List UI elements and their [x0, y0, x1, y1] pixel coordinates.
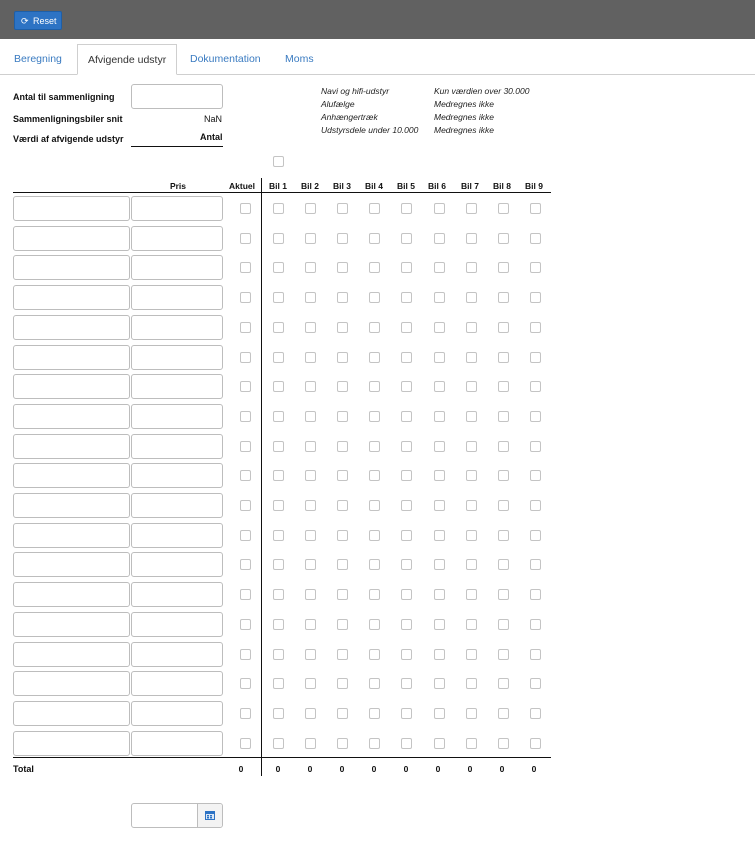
header-bil-8: Bil 8	[493, 181, 511, 191]
row-bil-3-checkbox[interactable]	[337, 530, 348, 541]
row-bil-2-checkbox[interactable]	[305, 678, 316, 689]
row-bil-8-checkbox[interactable]	[498, 292, 509, 303]
row-bil-4-checkbox[interactable]	[369, 262, 380, 273]
row-price-input[interactable]	[131, 434, 223, 459]
row-bil-7-checkbox[interactable]	[466, 559, 477, 570]
row-description-input[interactable]	[13, 642, 130, 667]
row-bil-6-checkbox[interactable]	[434, 411, 445, 422]
row-bil-3-checkbox[interactable]	[337, 381, 348, 392]
row-bil-1-checkbox[interactable]	[273, 708, 284, 719]
row-bil-9-checkbox[interactable]	[530, 203, 541, 214]
row-bil-7-checkbox[interactable]	[466, 470, 477, 481]
row-bil-6-checkbox[interactable]	[434, 203, 445, 214]
row-description-input[interactable]	[13, 582, 130, 607]
header-bil-7: Bil 7	[461, 181, 479, 191]
header-pris: Pris	[169, 181, 187, 191]
total-bil-5: 0	[403, 764, 409, 774]
row-bil-2-checkbox[interactable]	[305, 411, 316, 422]
row-bil-1-checkbox[interactable]	[273, 649, 284, 660]
row-description-input[interactable]	[13, 285, 130, 310]
row-bil-2-checkbox[interactable]	[305, 649, 316, 660]
total-bil-3: 0	[339, 764, 345, 774]
row-aktuel-checkbox[interactable]	[240, 203, 251, 214]
row-description-input[interactable]	[13, 612, 130, 637]
row-bil-6-checkbox[interactable]	[434, 678, 445, 689]
row-bil-1-checkbox[interactable]	[273, 262, 284, 273]
row-bil-9-checkbox[interactable]	[530, 233, 541, 244]
row-bil-7-checkbox[interactable]	[466, 708, 477, 719]
total-aktuel: 0	[238, 764, 244, 774]
row-description-input[interactable]	[13, 493, 130, 518]
row-bil-3-checkbox[interactable]	[337, 500, 348, 511]
row-description-input[interactable]	[13, 404, 130, 429]
row-bil-5-checkbox[interactable]	[401, 500, 412, 511]
row-bil-3-checkbox[interactable]	[337, 322, 348, 333]
row-price-input[interactable]	[131, 523, 223, 548]
vaerdi-label: Værdi af afvigende udstyr	[13, 134, 124, 144]
row-aktuel-checkbox[interactable]	[240, 649, 251, 660]
header-bil-3: Bil 3	[333, 181, 351, 191]
tab-beregning[interactable]: Beregning	[14, 53, 62, 65]
row-bil-9-checkbox[interactable]	[530, 352, 541, 363]
row-bil-3-checkbox[interactable]	[337, 411, 348, 422]
row-bil-4-checkbox[interactable]	[369, 203, 380, 214]
row-bil-8-checkbox[interactable]	[498, 649, 509, 660]
row-bil-6-checkbox[interactable]	[434, 530, 445, 541]
row-bil-2-checkbox[interactable]	[305, 708, 316, 719]
row-bil-2-checkbox[interactable]	[305, 441, 316, 452]
row-bil-1-checkbox[interactable]	[273, 233, 284, 244]
row-bil-8-checkbox[interactable]	[498, 619, 509, 630]
row-bil-7-checkbox[interactable]	[466, 233, 477, 244]
row-bil-1-checkbox[interactable]	[273, 203, 284, 214]
row-bil-6-checkbox[interactable]	[434, 292, 445, 303]
row-description-input[interactable]	[13, 374, 130, 399]
row-aktuel-checkbox[interactable]	[240, 619, 251, 630]
row-bil-7-checkbox[interactable]	[466, 322, 477, 333]
row-price-input[interactable]	[131, 226, 223, 251]
note-udstyrsdele: Udstyrsdele under 10.000	[321, 125, 419, 135]
row-bil-1-checkbox[interactable]	[273, 381, 284, 392]
row-bil-3-checkbox[interactable]	[337, 292, 348, 303]
row-price-input[interactable]	[131, 374, 223, 399]
row-description-input[interactable]	[13, 463, 130, 488]
row-aktuel-checkbox[interactable]	[240, 322, 251, 333]
row-aktuel-checkbox[interactable]	[240, 708, 251, 719]
row-bil-4-checkbox[interactable]	[369, 292, 380, 303]
row-bil-7-checkbox[interactable]	[466, 203, 477, 214]
row-bil-7-checkbox[interactable]	[466, 262, 477, 273]
header-bil-2: Bil 2	[301, 181, 319, 191]
row-bil-3-checkbox[interactable]	[337, 678, 348, 689]
total-bil-9: 0	[531, 764, 537, 774]
row-bil-5-checkbox[interactable]	[401, 233, 412, 244]
row-bil-1-checkbox[interactable]	[273, 678, 284, 689]
header-aktuel: Aktuel	[229, 181, 255, 191]
row-bil-7-checkbox[interactable]	[466, 500, 477, 511]
tab-moms[interactable]: Moms	[285, 53, 314, 65]
calendar-icon	[198, 804, 222, 827]
row-bil-9-checkbox[interactable]	[530, 470, 541, 481]
row-bil-1-checkbox[interactable]	[273, 559, 284, 570]
row-aktuel-checkbox[interactable]	[240, 559, 251, 570]
row-bil-8-checkbox[interactable]	[498, 500, 509, 511]
row-bil-1-checkbox[interactable]	[273, 322, 284, 333]
total-bil-8: 0	[499, 764, 505, 774]
row-bil-3-checkbox[interactable]	[337, 649, 348, 660]
row-price-input[interactable]	[131, 255, 223, 280]
reset-button[interactable]	[14, 11, 62, 30]
row-bil-9-checkbox[interactable]	[530, 559, 541, 570]
row-bil-5-checkbox[interactable]	[401, 619, 412, 630]
row-bil-4-checkbox[interactable]	[369, 352, 380, 363]
note-right-1: Kun værdien over 30.000	[434, 86, 530, 96]
antal-underline	[131, 146, 223, 147]
total-divider	[13, 757, 551, 758]
reset-button-label: Reset	[33, 16, 57, 26]
row-bil-8-checkbox[interactable]	[498, 589, 509, 600]
row-bil-9-checkbox[interactable]	[530, 649, 541, 660]
total-label: Total	[13, 764, 34, 774]
row-bil-8-checkbox[interactable]	[498, 530, 509, 541]
row-aktuel-checkbox[interactable]	[240, 411, 251, 422]
row-bil-9-checkbox[interactable]	[530, 530, 541, 541]
row-price-input[interactable]	[131, 345, 223, 370]
row-bil-7-checkbox[interactable]	[466, 678, 477, 689]
row-bil-9-checkbox[interactable]	[530, 500, 541, 511]
row-price-input[interactable]	[131, 671, 223, 696]
tab-bar	[0, 44, 755, 75]
row-bil-4-checkbox[interactable]	[369, 500, 380, 511]
row-bil-3-checkbox[interactable]	[337, 708, 348, 719]
header-bil-6: Bil 6	[428, 181, 446, 191]
row-price-input[interactable]	[131, 315, 223, 340]
row-bil-5-checkbox[interactable]	[401, 738, 412, 749]
total-bil-6: 0	[435, 764, 441, 774]
note-right-4: Medregnes ikke	[434, 125, 495, 135]
row-bil-7-checkbox[interactable]	[466, 292, 477, 303]
top-toolbar	[0, 0, 755, 39]
row-bil-9-checkbox[interactable]	[530, 262, 541, 273]
row-bil-7-checkbox[interactable]	[466, 381, 477, 392]
row-bil-2-checkbox[interactable]	[305, 292, 316, 303]
row-bil-6-checkbox[interactable]	[434, 441, 445, 452]
snit-label: Sammenligningsbiler snit	[13, 114, 123, 124]
row-price-input[interactable]	[131, 642, 223, 667]
row-aktuel-checkbox[interactable]	[240, 589, 251, 600]
row-bil-6-checkbox[interactable]	[434, 262, 445, 273]
row-bil-2-checkbox[interactable]	[305, 470, 316, 481]
row-aktuel-checkbox[interactable]	[240, 738, 251, 749]
row-bil-1-checkbox[interactable]	[273, 500, 284, 511]
row-bil-6-checkbox[interactable]	[434, 233, 445, 244]
date-input[interactable]	[131, 803, 223, 828]
row-bil-4-checkbox[interactable]	[369, 441, 380, 452]
row-aktuel-checkbox[interactable]	[240, 530, 251, 541]
row-bil-7-checkbox[interactable]	[466, 530, 477, 541]
row-bil-9-checkbox[interactable]	[530, 322, 541, 333]
row-bil-5-checkbox[interactable]	[401, 352, 412, 363]
row-bil-4-checkbox[interactable]	[369, 470, 380, 481]
refresh-icon: ⟳	[21, 16, 29, 26]
row-bil-2-checkbox[interactable]	[305, 738, 316, 749]
row-bil-2-checkbox[interactable]	[305, 559, 316, 570]
antal-input[interactable]	[131, 84, 223, 109]
row-aktuel-checkbox[interactable]	[240, 262, 251, 273]
row-bil-4-checkbox[interactable]	[369, 411, 380, 422]
row-bil-1-checkbox[interactable]	[273, 352, 284, 363]
row-bil-5-checkbox[interactable]	[401, 441, 412, 452]
row-bil-4-checkbox[interactable]	[369, 322, 380, 333]
row-bil-5-checkbox[interactable]	[401, 292, 412, 303]
row-description-input[interactable]	[13, 434, 130, 459]
row-bil-6-checkbox[interactable]	[434, 619, 445, 630]
row-price-input[interactable]	[131, 463, 223, 488]
row-bil-8-checkbox[interactable]	[498, 470, 509, 481]
row-bil-7-checkbox[interactable]	[466, 738, 477, 749]
row-bil-8-checkbox[interactable]	[498, 441, 509, 452]
row-bil-1-checkbox[interactable]	[273, 619, 284, 630]
row-bil-9-checkbox[interactable]	[530, 619, 541, 630]
row-bil-3-checkbox[interactable]	[337, 619, 348, 630]
row-bil-5-checkbox[interactable]	[401, 530, 412, 541]
row-bil-9-checkbox[interactable]	[530, 708, 541, 719]
row-bil-5-checkbox[interactable]	[401, 589, 412, 600]
row-bil-2-checkbox[interactable]	[305, 322, 316, 333]
row-description-input[interactable]	[13, 196, 130, 221]
row-bil-6-checkbox[interactable]	[434, 322, 445, 333]
select-all-checkbox[interactable]	[273, 156, 284, 167]
row-bil-7-checkbox[interactable]	[466, 619, 477, 630]
row-bil-6-checkbox[interactable]	[434, 500, 445, 511]
row-bil-4-checkbox[interactable]	[369, 559, 380, 570]
header-bil-1: Bil 1	[269, 181, 287, 191]
row-bil-5-checkbox[interactable]	[401, 203, 412, 214]
row-bil-7-checkbox[interactable]	[466, 441, 477, 452]
row-bil-6-checkbox[interactable]	[434, 470, 445, 481]
row-bil-4-checkbox[interactable]	[369, 381, 380, 392]
row-bil-5-checkbox[interactable]	[401, 262, 412, 273]
row-bil-2-checkbox[interactable]	[305, 352, 316, 363]
row-bil-7-checkbox[interactable]	[466, 352, 477, 363]
row-aktuel-checkbox[interactable]	[240, 678, 251, 689]
row-bil-4-checkbox[interactable]	[369, 530, 380, 541]
row-bil-3-checkbox[interactable]	[337, 233, 348, 244]
row-price-input[interactable]	[131, 493, 223, 518]
row-bil-4-checkbox[interactable]	[369, 619, 380, 630]
row-bil-1-checkbox[interactable]	[273, 589, 284, 600]
row-bil-8-checkbox[interactable]	[498, 411, 509, 422]
row-bil-5-checkbox[interactable]	[401, 678, 412, 689]
row-bil-9-checkbox[interactable]	[530, 738, 541, 749]
row-bil-4-checkbox[interactable]	[369, 649, 380, 660]
row-bil-5-checkbox[interactable]	[401, 322, 412, 333]
row-bil-6-checkbox[interactable]	[434, 589, 445, 600]
row-bil-6-checkbox[interactable]	[434, 381, 445, 392]
row-bil-3-checkbox[interactable]	[337, 559, 348, 570]
row-bil-5-checkbox[interactable]	[401, 559, 412, 570]
row-bil-7-checkbox[interactable]	[466, 411, 477, 422]
note-navi: Navi og hifi-udstyr	[321, 86, 390, 96]
row-bil-8-checkbox[interactable]	[498, 203, 509, 214]
row-bil-6-checkbox[interactable]	[434, 708, 445, 719]
row-bil-9-checkbox[interactable]	[530, 381, 541, 392]
row-bil-1-checkbox[interactable]	[273, 530, 284, 541]
row-bil-5-checkbox[interactable]	[401, 381, 412, 392]
row-aktuel-checkbox[interactable]	[240, 470, 251, 481]
note-anhaenger: Anhængertræk	[321, 112, 378, 122]
row-bil-1-checkbox[interactable]	[273, 470, 284, 481]
row-bil-5-checkbox[interactable]	[401, 649, 412, 660]
row-bil-8-checkbox[interactable]	[498, 233, 509, 244]
row-price-input[interactable]	[131, 285, 223, 310]
row-bil-4-checkbox[interactable]	[369, 678, 380, 689]
total-bil-4: 0	[371, 764, 377, 774]
row-price-input[interactable]	[131, 552, 223, 577]
tab-dokumentation[interactable]: Dokumentation	[190, 53, 261, 65]
row-bil-9-checkbox[interactable]	[530, 678, 541, 689]
row-aktuel-checkbox[interactable]	[240, 441, 251, 452]
row-bil-3-checkbox[interactable]	[337, 589, 348, 600]
row-price-input[interactable]	[131, 196, 223, 221]
row-description-input[interactable]	[13, 255, 130, 280]
row-bil-8-checkbox[interactable]	[498, 381, 509, 392]
row-bil-2-checkbox[interactable]	[305, 530, 316, 541]
row-bil-8-checkbox[interactable]	[498, 559, 509, 570]
header-bil-9: Bil 9	[525, 181, 543, 191]
row-aktuel-checkbox[interactable]	[240, 292, 251, 303]
row-bil-6-checkbox[interactable]	[434, 738, 445, 749]
row-description-input[interactable]	[13, 226, 130, 251]
row-bil-2-checkbox[interactable]	[305, 233, 316, 244]
row-bil-1-checkbox[interactable]	[273, 738, 284, 749]
row-bil-1-checkbox[interactable]	[273, 292, 284, 303]
row-bil-8-checkbox[interactable]	[498, 262, 509, 273]
row-description-input[interactable]	[13, 671, 130, 696]
aktuel-divider	[261, 178, 262, 776]
row-bil-8-checkbox[interactable]	[498, 352, 509, 363]
total-bil-2: 0	[307, 764, 313, 774]
row-bil-2-checkbox[interactable]	[305, 381, 316, 392]
row-bil-9-checkbox[interactable]	[530, 441, 541, 452]
row-bil-8-checkbox[interactable]	[498, 322, 509, 333]
row-bil-3-checkbox[interactable]	[337, 738, 348, 749]
row-bil-3-checkbox[interactable]	[337, 262, 348, 273]
row-price-input[interactable]	[131, 612, 223, 637]
row-price-input[interactable]	[131, 731, 223, 756]
row-bil-4-checkbox[interactable]	[369, 738, 380, 749]
row-description-input[interactable]	[13, 315, 130, 340]
row-bil-4-checkbox[interactable]	[369, 589, 380, 600]
row-description-input[interactable]	[13, 701, 130, 726]
row-bil-6-checkbox[interactable]	[434, 352, 445, 363]
row-bil-3-checkbox[interactable]	[337, 470, 348, 481]
row-aktuel-checkbox[interactable]	[240, 233, 251, 244]
calendar-button[interactable]	[197, 804, 222, 827]
row-bil-3-checkbox[interactable]	[337, 203, 348, 214]
antal-column-label: Antal	[200, 132, 223, 142]
row-bil-1-checkbox[interactable]	[273, 411, 284, 422]
row-bil-6-checkbox[interactable]	[434, 559, 445, 570]
row-bil-8-checkbox[interactable]	[498, 708, 509, 719]
row-bil-2-checkbox[interactable]	[305, 619, 316, 630]
total-bil-7: 0	[467, 764, 473, 774]
row-bil-2-checkbox[interactable]	[305, 203, 316, 214]
note-right-2: Medregnes ikke	[434, 99, 495, 109]
row-price-input[interactable]	[131, 701, 223, 726]
snit-value: NaN	[204, 114, 223, 124]
row-bil-8-checkbox[interactable]	[498, 738, 509, 749]
note-alufaelge: Alufælge	[321, 99, 355, 109]
row-bil-3-checkbox[interactable]	[337, 441, 348, 452]
total-bil-1: 0	[275, 764, 281, 774]
row-bil-7-checkbox[interactable]	[466, 649, 477, 660]
row-description-input[interactable]	[13, 731, 130, 756]
row-bil-9-checkbox[interactable]	[530, 411, 541, 422]
row-description-input[interactable]	[13, 552, 130, 577]
row-bil-9-checkbox[interactable]	[530, 292, 541, 303]
antal-label: Antal til sammenligning	[13, 92, 115, 102]
row-price-input[interactable]	[131, 404, 223, 429]
tab-afvigende-udstyr[interactable]: Afvigende udstyr	[77, 44, 177, 75]
row-aktuel-checkbox[interactable]	[240, 500, 251, 511]
row-bil-7-checkbox[interactable]	[466, 589, 477, 600]
row-bil-2-checkbox[interactable]	[305, 589, 316, 600]
row-description-input[interactable]	[13, 523, 130, 548]
row-bil-6-checkbox[interactable]	[434, 649, 445, 660]
row-bil-2-checkbox[interactable]	[305, 500, 316, 511]
row-bil-4-checkbox[interactable]	[369, 233, 380, 244]
header-bil-4: Bil 4	[365, 181, 383, 191]
row-bil-8-checkbox[interactable]	[498, 678, 509, 689]
row-bil-5-checkbox[interactable]	[401, 470, 412, 481]
row-bil-3-checkbox[interactable]	[337, 352, 348, 363]
row-bil-2-checkbox[interactable]	[305, 262, 316, 273]
row-price-input[interactable]	[131, 582, 223, 607]
header-divider	[13, 192, 551, 193]
note-right-3: Medregnes ikke	[434, 112, 495, 122]
row-bil-5-checkbox[interactable]	[401, 708, 412, 719]
row-description-input[interactable]	[13, 345, 130, 370]
row-bil-4-checkbox[interactable]	[369, 708, 380, 719]
row-bil-5-checkbox[interactable]	[401, 411, 412, 422]
row-aktuel-checkbox[interactable]	[240, 352, 251, 363]
row-bil-1-checkbox[interactable]	[273, 441, 284, 452]
row-aktuel-checkbox[interactable]	[240, 381, 251, 392]
header-bil-5: Bil 5	[397, 181, 415, 191]
row-bil-9-checkbox[interactable]	[530, 589, 541, 600]
